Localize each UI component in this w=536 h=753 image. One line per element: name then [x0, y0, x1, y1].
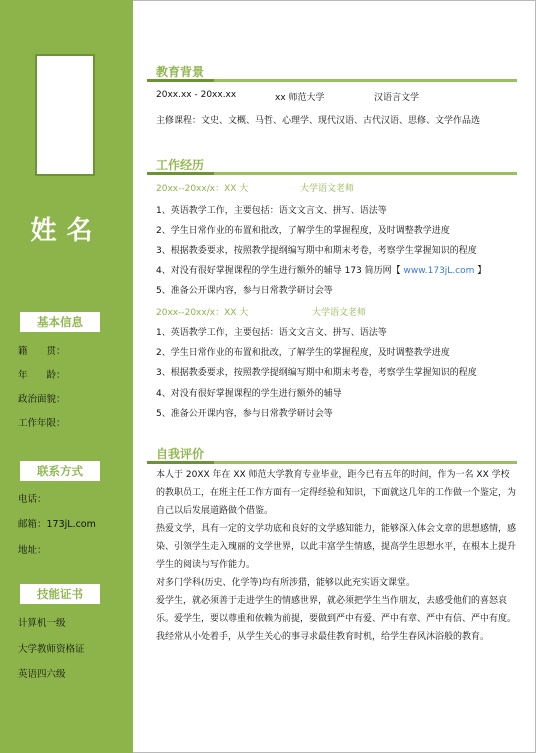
section-rule-accent — [147, 461, 214, 464]
certificates-title: 技能证书 — [20, 584, 100, 604]
job1-item-text: 4、对没有很好掌握课程的学生进行额外的辅导 173 简历网【 — [156, 266, 401, 276]
job1-item — [156, 263, 486, 276]
job1-item: 3、根据教委要求，按照教学提纲编写期中和期末考卷，考察学生掌握知识的程度 — [156, 246, 477, 256]
section-rule-accent — [147, 79, 214, 82]
cert-item: 大学教师资格证 — [18, 644, 85, 655]
website-link[interactable]: www.173jL.com — [403, 266, 475, 276]
email-label: 邮箱：173jL.com — [18, 519, 96, 530]
self-eval-p2: 热爱文学，具有一定的文学功底和良好的文学感知能力，能够深入体会文章的思想感情，感染、引领学生走入瑰丽的文学世界，以此丰富学生情感，提高学生思想水平，在根本上提升学生的阅读与写作能力。 — [156, 524, 517, 570]
political-status-label: 政治面貌： — [18, 394, 66, 405]
photo-placeholder — [35, 54, 95, 176]
basic-info-title: 基本信息 — [20, 312, 100, 332]
work-years-label: 工作年限： — [18, 418, 66, 429]
hometown-label: 籍 贯： — [18, 346, 66, 357]
job1-item: 2、学生日常作业的布置和批改，了解学生的掌握程度，及时调整教学进度 — [156, 226, 450, 236]
work-title: 工作经历 — [156, 158, 205, 172]
section-rule-accent — [147, 172, 214, 175]
job2-item: 4、对没有很好掌握课程的学生进行额外的辅导 — [156, 389, 342, 399]
self-eval-p4: 爱学生，就必须善于走进学生的情感世界，就必须把学生当作朋友，去感受他们的喜怒哀乐。爱学生，要以尊重和依赖为前提，要做到严中有爱、严中有章、严中有信、严中有度。我经常从小处着手，从学生关心的事寻求最佳教育时机，给学生春风沐浴般的教育。 — [156, 596, 517, 642]
job1-item-bracket: 】 — [477, 266, 487, 276]
contact-title: 联系方式 — [20, 461, 100, 481]
job2-item: 2、学生日常作业的布置和批改，了解学生的掌握程度，及时调整教学进度 — [156, 348, 450, 358]
job1-role: 大学语文老师 — [300, 184, 355, 194]
job1-item: 5、准备公开课内容，参与日常教学研讨会等 — [156, 286, 333, 296]
education-courses: 主修课程：文史、文概、马哲、心理学、现代汉语、古代汉语、思修、文学作品选 — [156, 116, 481, 126]
job2-item: 3、根据教委要求，按照教学提纲编写期中和期末考卷，考察学生掌握知识的程度 — [156, 368, 477, 378]
address-label: 地址： — [18, 545, 47, 556]
age-label: 年 龄： — [18, 370, 66, 381]
education-school: xx 师范大学 — [275, 93, 325, 103]
job1-period: 20xx--20xx/x：XX 大 — [156, 184, 249, 194]
phone-label: 电话： — [18, 494, 47, 505]
education-title: 教育背景 — [156, 65, 205, 79]
self-eval-title: 自我评价 — [156, 447, 205, 461]
job1-item: 1、英语教学工作，主要包括：语文文言文、拼写、语法等 — [156, 206, 387, 216]
education-major: 汉语言文学 — [374, 93, 420, 103]
sidebar — [0, 0, 133, 753]
job2-item: 5、准备公开课内容，参与日常教学研讨会等 — [156, 409, 333, 419]
self-eval-paragraph — [156, 466, 518, 646]
job2-period: 20xx--20xx/x：XX 大 — [156, 308, 249, 318]
self-eval-p1: 本人于 20XX 年在 XX 师范大学教育专业毕业，距今已有五年的时间，作为一名 XX 学校的教职员工，在班主任工作方面有一定得经验和知识，下面就这几年的工作做一个鉴定，为自己以后发展道路做个借鉴。 — [156, 470, 517, 516]
candidate-name: 姓名 — [30, 216, 103, 246]
job2-item: 1、英语教学工作，主要包括：语文文言文、拼写、语法等 — [156, 328, 387, 338]
cert-item: 计算机一级 — [18, 618, 66, 629]
job2-role: 大学语文老师 — [312, 308, 367, 318]
education-period: 20xx.xx - 20xx.xx — [156, 90, 237, 100]
cert-item: 英语四六级 — [18, 669, 66, 680]
self-eval-p3: 对多门学科(历史、化学等)均有所涉猎，能够以此充实语文课堂。 — [156, 578, 416, 588]
